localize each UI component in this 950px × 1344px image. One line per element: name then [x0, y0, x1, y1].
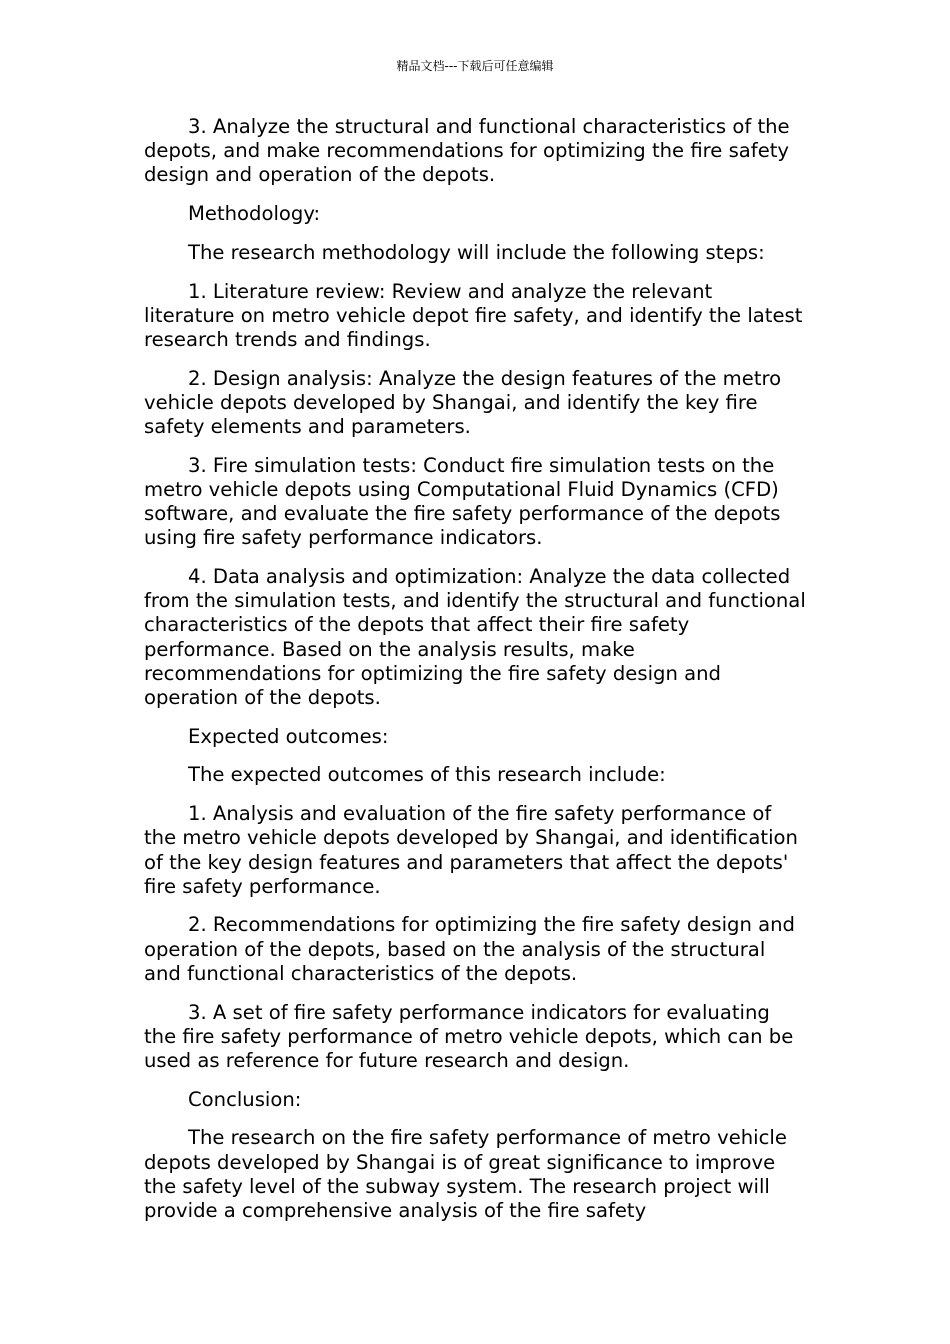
paragraph-outcome-2: 2. Recommendations for optimizing the fire safety design and operation of the depots, based on the analysis of the structural and functional characteristics of the depots.	[144, 913, 795, 985]
paragraph-outcomes-intro: The expected outcomes of this research include:	[188, 763, 666, 787]
heading-conclusion: Conclusion:	[188, 1087, 302, 1111]
document-body	[144, 115, 808, 1238]
paragraph-methodology-intro: The research methodology will include the following steps:	[188, 240, 765, 264]
paragraph-conclusion: The research on the fire safety performance of metro vehicle depots developed by Shangai is of great significance to improve the safety level of the subway system. The research project will provide a comprehensive analysis of the fire safety	[144, 1126, 787, 1223]
paragraph-step-4: 4. Data analysis and optimization: Analyze the data collected from the simulation tests, and identify the structural and functional characteristics of the depots that affect their fire safety performance. Based on the analysis results, make recommendations for optimizing the fire safety design and operation of the depots.	[144, 565, 806, 710]
paragraph-outcome-1: 1. Analysis and evaluation of the fire safety performance of the metro vehicle depots developed by Shangai, and identification of the key design features and parameters that affect the depots' fire safety performance.	[144, 802, 798, 898]
paragraph-step-2: 2. Design analysis: Analyze the design features of the metro vehicle depots developed by Shangai, and identify the key fire safety elements and parameters.	[144, 366, 782, 439]
paragraph-outcome-3: 3. A set of fire safety performance indicators for evaluating the fire safety performance of metro vehicle depots, which can be used as reference for future research and design.	[144, 1000, 794, 1072]
paragraph-step-3: 3. Fire simulation tests: Conduct fire simulation tests on the metro vehicle depots using Computational Fluid Dynamics (CFD) software, and evaluate the fire safety performance of the depots using fire safety performance indicators.	[144, 453, 781, 550]
page-header: 精品文档---下载后可任意编辑	[396, 59, 554, 73]
paragraph-objective-3: 3. Analyze the structural and functional characteristics of the depots, and make recommendations for optimizing the fire safety design and operation of the depots.	[144, 115, 790, 187]
heading-methodology: Methodology:	[188, 202, 321, 226]
heading-expected-outcomes: Expected outcomes:	[188, 724, 389, 748]
paragraph-step-1: 1. Literature review: Review and analyze the relevant literature on metro vehicle depot fire safety, and identify the latest research trends and findings.	[144, 279, 803, 351]
